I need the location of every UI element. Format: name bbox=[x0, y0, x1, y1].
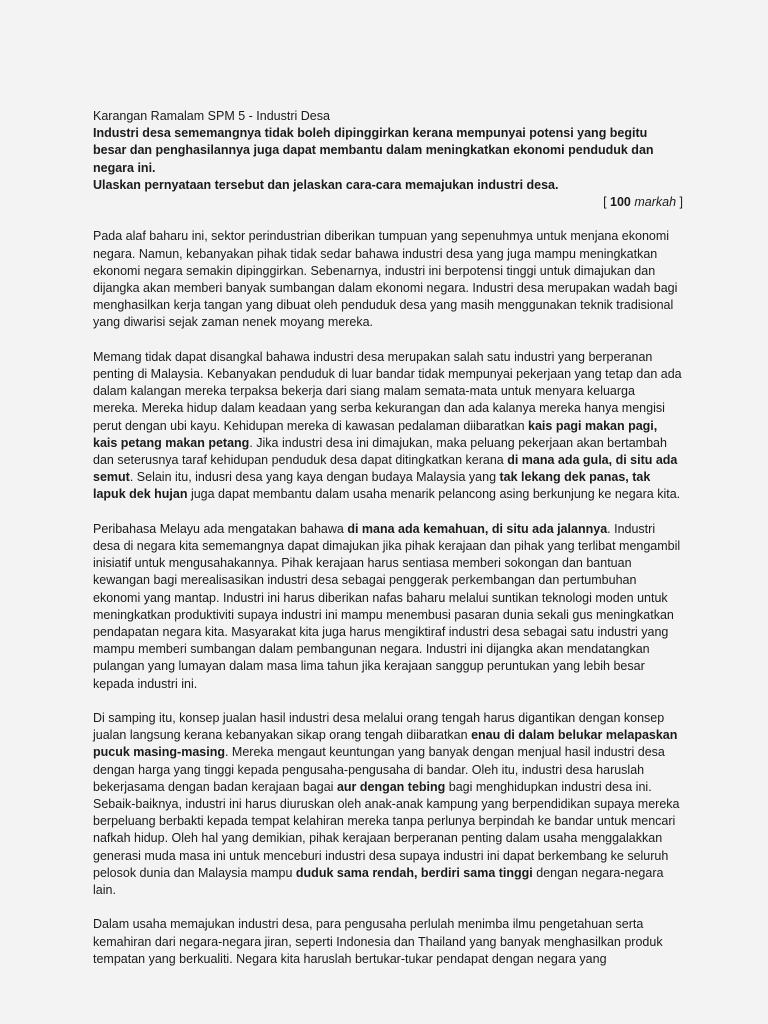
idiom-phrase: di mana ada kemahuan, di situ ada jalannya bbox=[347, 521, 608, 536]
idiom-phrase: aur dengan tebing bbox=[336, 779, 446, 794]
marks-label bbox=[93, 194, 683, 211]
essay-paragraph bbox=[93, 710, 683, 899]
marks-open: [ bbox=[603, 195, 611, 210]
paragraph-text: Dalam usaha memajukan industri desa, para pengusaha perlulah menimba ilmu pengetahuan serta kemahiran dari negara-negara jiran, seperti Indonesia dan Thailand yang banyak menghasilkan produk tempatan yang berkualiti. Negara kita haruslah bertukar-tukar pendapat dengan negara yang bbox=[93, 917, 663, 966]
essay-paragraph bbox=[93, 521, 683, 693]
marks-number: 100 bbox=[610, 195, 631, 210]
paragraph-text: . Selain itu, indusri desa yang kaya dengan budaya Malaysia yang bbox=[129, 470, 500, 485]
marks-word: markah bbox=[634, 195, 677, 210]
essay-title: Karangan Ramalam SPM 5 - Industri Desa bbox=[93, 109, 330, 123]
idiom-phrase: duduk sama rendah, berdiri sama tinggi bbox=[295, 865, 533, 880]
document-content bbox=[93, 108, 683, 968]
idiom-phrase: di mana ada gula, di situ ada semut bbox=[93, 453, 678, 485]
paragraph-text: juga dapat membantu dalam usaha menarik pelancong asing berkunjung ke negara kita. bbox=[187, 487, 681, 502]
marks-close: ] bbox=[676, 195, 683, 210]
paragraph-text: Di samping itu, konsep jualan hasil industri desa melalui orang tengah harus digantikan dengan konsep jualan langsung kerana kebanyakan sikap orang tengah diibaratkan bbox=[93, 711, 665, 743]
essay-header bbox=[93, 108, 683, 211]
paragraph-text: Pada alaf baharu ini, sektor perindustrian diberikan tumpuan yang sepenuhmya untuk menjana ekonomi negara. Namun, kebanyakan pihak tidak sedar bahawa industri desa yang juga mampu meningkatkan ekonomi negara semakin dipinggirkan. Sebenarnya, industri ini berpotensi tinggi untuk dimajukan dan dijangka akan memberi banyak sumbangan dalam ekonomi negara. Industri desa merupakan wadah bagi menghasilkan kerja tangan yang dibuat oleh penduduk desa yang masih menggunakan teknik tradisional yang diwarisi sejak zaman nenek moyang mereka. bbox=[93, 229, 678, 330]
paragraph-text: . Mereka mengaut keuntungan yang banyak dengan menjual hasil industri desa dengan harga yang tinggi kepada pengusaha-pengusaha di bandar. Oleh itu, industri desa haruslah bekerjasama dengan badan kerajaan bagai bbox=[93, 745, 665, 794]
paragraph-text: Peribahasa Melayu ada mengatakan bahawa bbox=[93, 521, 348, 536]
idiom-phrase: enau di dalam belukar melapaskan pucuk masing-masing bbox=[93, 728, 678, 760]
paragraph-text: . Industri desa di negara kita sememangnya dapat dimajukan jika pihak kerajaan dan pihak yang terlibat mengambil inisiatif untuk mengusahakannya. Pihak kerajaan harus sentiasa memberi sokongan dan bantuan kewangan bagi merealisasikan industri desa sebagai penggerak perkembangan dan pertumbuhan ekonomi yang mantap. Industri ini harus diberikan nafas baharu melalui suntikan teknologi moden untuk meningkatkan produktiviti supaya industri ini mampu menembusi pasaran dunia sekali gus meningkatkan pendapatan negara kita. Masyarakat kita juga harus mengiktiraf industri desa sebagai satu industri yang mampu memberi sumbangan dalam pembangunan negara. Industri ini dijangka akan mendatangkan pulangan yang lumayan dalam masa lima tahun jika kerajaan sanggup peruntukan yang lebih besar kepada industri ini. bbox=[93, 521, 681, 691]
paragraph-text: Memang tidak dapat disangkal bahawa industri desa merupakan salah satu industri yang berperanan penting di Malaysia. Kebanyakan penduduk di luar bandar tidak mempunyai pekerjaan yang tetap dan ada dalam kalangan mereka terpaksa bekerja dari siang malam semata-mata untuk menyara keluarga mereka. Mereka hidup dalam keadaan yang serba kekurangan dan ada kalanya mereka hanya mengisi perut dengan ubi kayu. Kehidupan mereka di kawasan pedalaman diibaratkan bbox=[93, 349, 682, 433]
essay-paragraph bbox=[93, 916, 683, 968]
idiom-phrase: kais pagi makan pagi, kais petang makan petang bbox=[93, 418, 658, 450]
idiom-phrase: tak lekang dek panas, tak lapuk dek hujan bbox=[93, 470, 651, 502]
essay-paragraph bbox=[93, 228, 683, 331]
essay-question bbox=[93, 125, 683, 194]
question-statement: Industri desa sememangnya tidak boleh dipinggirkan kerana mempunyai potensi yang begitu besar dan penghasilannya juga dapat membantu dalam meningkatkan ekonomi penduduk dan negara ini. bbox=[93, 126, 654, 175]
essay-body bbox=[93, 228, 683, 968]
question-instruction: Ulaskan pernyataan tersebut dan jelaskan cara-cara memajukan industri desa. bbox=[93, 177, 559, 192]
essay-paragraph bbox=[93, 349, 683, 504]
paragraph-text: dengan negara-negara lain. bbox=[93, 865, 664, 898]
paragraph-text: . Jika industri desa ini dimajukan, maka peluang pekerjaan akan bertambah dan seterusnya taraf kehidupan penduduk desa dapat ditingkatkan kerana bbox=[93, 435, 667, 468]
paragraph-text: bagi menghidupkan industri desa ini. Sebaik-baiknya, industri ini harus diuruskan oleh anak-anak kampung yang berpendidikan supaya mereka berpeluang berbakti kepada tempat kelahiran mereka tanpa perlunya berpindah ke bandar untuk mencari nafkah hidup. Oleh hal yang demikian, pihak kerajaan berperanan penting dalam usaha menggalakkan generasi muda masa ini untuk menceburi industri desa supaya industri ini dapat berkembang ke seluruh pelosok dunia dan Malaysia mampu bbox=[93, 779, 680, 880]
